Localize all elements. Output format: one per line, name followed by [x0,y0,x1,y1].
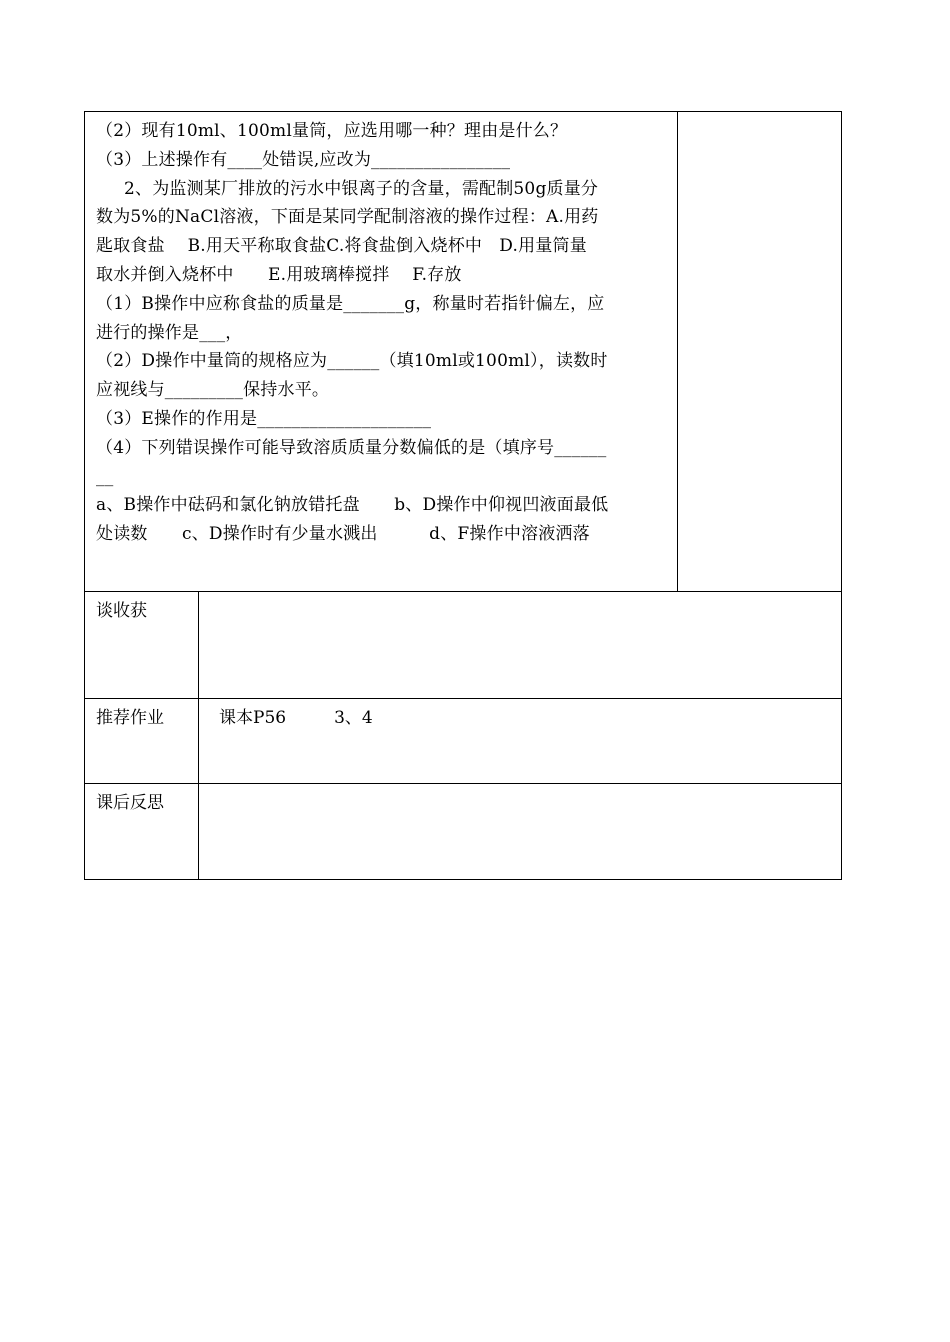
question-line: （2）D操作中量筒的规格应为______（填10ml或100ml），读数时 [96,351,608,372]
question-line: 2、为监测某厂排放的污水中银离子的含量，需配制50g质量分 [124,178,599,199]
question-line: 数为5%的NaCl溶液，下面是某同学配制溶液的操作过程：A.用药 [96,207,599,228]
question-line: （1）B操作中应称食盐的质量是_______g，称量时若指针偏左，应 [96,293,605,314]
exercise-row [85,112,842,592]
question-line: （3）上述操作有____处错误,应改为________________ [96,149,511,170]
homework-row [85,699,842,784]
question-line: （2）现有10ml、100ml量筒，应选用哪一种？理由是什么？ [96,121,568,141]
harvest-label: 谈收获 [85,592,199,699]
reflection-content [199,784,842,880]
question-line: 处读数 c、D操作时有少量水溅出 d、F操作中溶液洒落 [96,524,590,545]
side-notes-cell [678,112,842,592]
homework-label: 推荐作业 [85,699,199,784]
harvest-row [85,592,842,699]
question-line: （4）下列错误操作可能导致溶质质量分数偏低的是（填序号______ [96,437,607,458]
question-line: 匙取食盐 B.用天平称取食盐C.将食盐倒入烧杯中 D.用量筒量 [96,236,587,257]
homework-items: 3、4 [334,708,373,728]
question-line: a、B操作中砝码和氯化钠放错托盘 b、D操作中仰视凹液面最低 [96,495,609,516]
question-line: 取水并倒入烧杯中 E.用玻璃棒搅拌 F.存放 [96,264,462,285]
lesson-table [84,111,842,880]
question-line: __ [96,466,114,487]
harvest-content [199,592,842,699]
question-line: 进行的操作是___， [96,322,243,343]
question-line: （3）E操作的作用是____________________ [96,408,432,429]
exercise-cell [85,112,678,592]
homework-content [199,699,842,784]
reflection-row [85,784,842,880]
homework-book: 课本P56 [219,708,287,728]
question-line: 应视线与_________保持水平。 [96,380,330,401]
reflection-label: 课后反思 [85,784,199,880]
